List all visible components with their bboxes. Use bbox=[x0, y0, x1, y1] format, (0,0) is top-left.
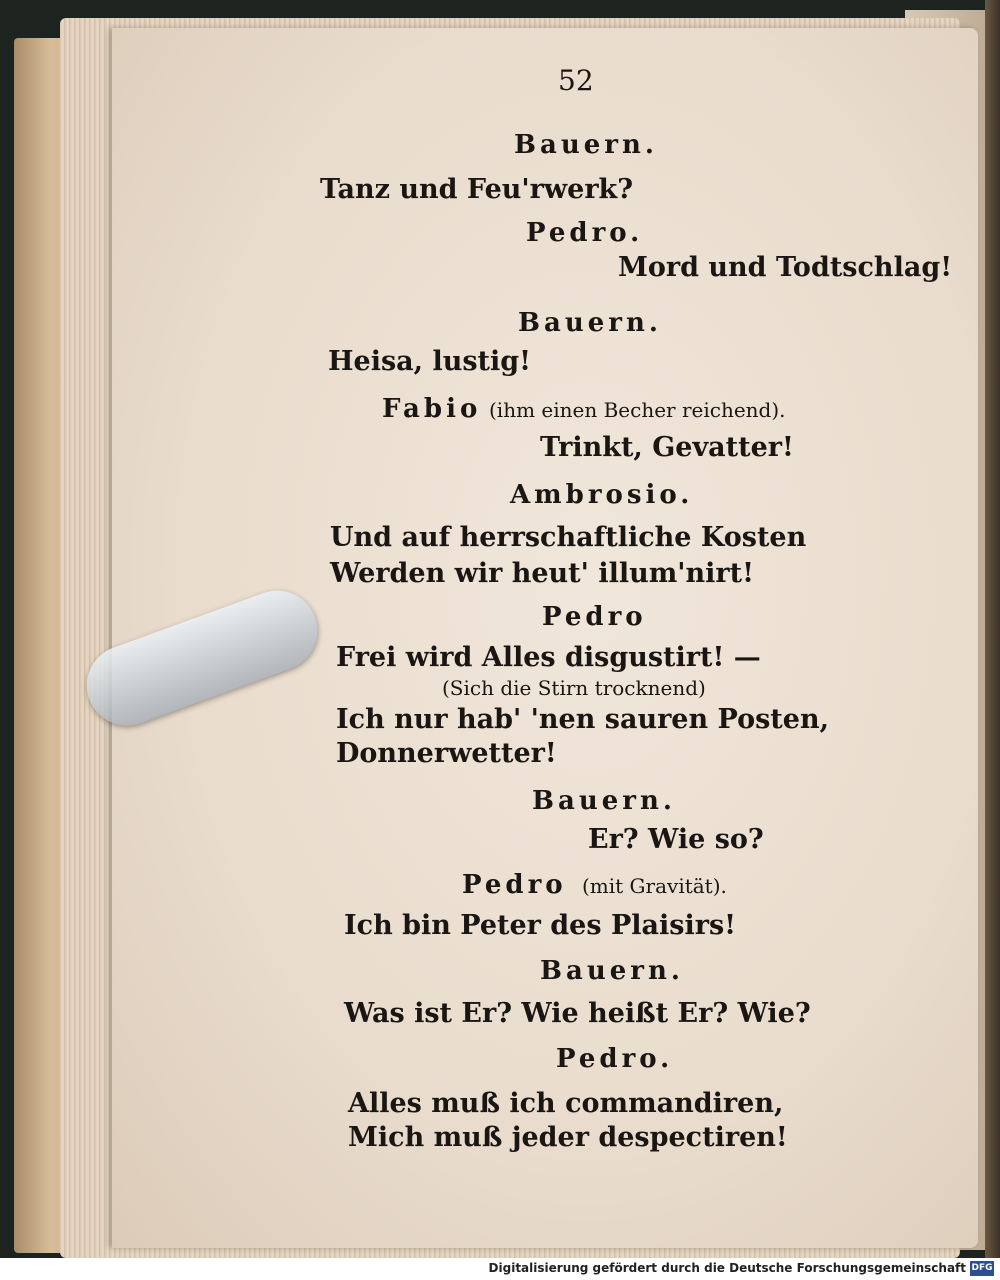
stage-direction: (mit Gravität). bbox=[582, 874, 727, 898]
verse-line: Was ist Er? Wie heißt Er? Wie? bbox=[344, 998, 811, 1029]
verse-line: Tanz und Feu'rwerk? bbox=[320, 174, 634, 205]
stage-direction: (ihm einen Becher reichend). bbox=[489, 398, 786, 422]
verse-line: Ich bin Peter des Plaisirs! bbox=[344, 910, 737, 941]
speaker-label: Bauern. bbox=[540, 956, 684, 986]
verse-line: Ich nur hab' 'nen sauren Posten, bbox=[336, 704, 829, 735]
speaker-label: Bauern. bbox=[532, 786, 676, 816]
verse-line: Alles muß ich commandiren, bbox=[348, 1088, 784, 1119]
footer-credit: Digitalisierung gefördert durch die Deutsche Forschungsgemeinschaft bbox=[488, 1261, 966, 1275]
stage-direction: (Sich die Stirn trocknend) bbox=[442, 676, 706, 700]
verse-line: Frei wird Alles disgustirt! — bbox=[336, 642, 761, 673]
speaker-label: Pedro. bbox=[556, 1044, 674, 1074]
speaker-label: Bauern. bbox=[514, 130, 658, 160]
book-page bbox=[112, 28, 978, 1248]
footer-bar bbox=[0, 1258, 1000, 1280]
page-number: 52 bbox=[558, 64, 594, 97]
book-right-edge bbox=[985, 0, 1000, 1260]
speaker-label: Ambrosio. bbox=[510, 480, 694, 510]
verse-line: Trinkt, Gevatter! bbox=[540, 432, 794, 463]
speaker-label: Pedro. bbox=[526, 218, 644, 248]
verse-line: Und auf herrschaftliche Kosten bbox=[330, 522, 807, 553]
speaker-label: Pedro bbox=[462, 870, 567, 900]
speaker-label: Fabio bbox=[382, 394, 482, 424]
dfg-logo: DFG bbox=[970, 1261, 994, 1276]
speaker-label: Bauern. bbox=[518, 308, 662, 338]
verse-line: Heisa, lustig! bbox=[328, 346, 531, 377]
verse-line: Mord und Todtschlag! bbox=[618, 252, 953, 283]
verse-line: Er? Wie so? bbox=[588, 824, 764, 855]
verse-line: Werden wir heut' illum'nirt! bbox=[330, 558, 754, 589]
bookmark-clip bbox=[76, 579, 329, 736]
speaker-label: Pedro bbox=[542, 602, 647, 632]
verse-line: Donnerwetter! bbox=[336, 738, 557, 769]
verse-line: Mich muß jeder despectiren! bbox=[348, 1122, 788, 1153]
